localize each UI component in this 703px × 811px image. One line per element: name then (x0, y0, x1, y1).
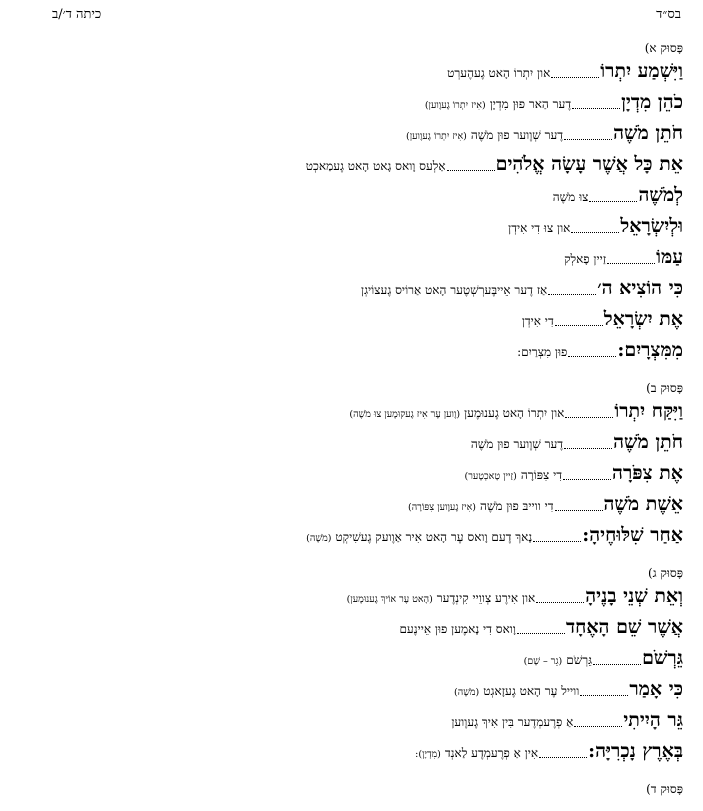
verse-label: פָּסוּק א) (644, 41, 683, 55)
yiddish-translation: דִי ווייבּ פוּן מֹשֶׁה (479, 499, 554, 513)
hebrew-phrase: חֹתֵן מֹשֶׁה (613, 431, 683, 453)
translation-note: (הָאט עֶר אוֹיךְ גֶענוּמֶען) (346, 594, 433, 605)
yiddish-translation: פוּן מִצְרַיִם: (517, 345, 568, 359)
translation-row (20, 118, 683, 149)
translation-row (20, 427, 683, 458)
dotted-leader (564, 447, 612, 449)
dotted-leader (574, 725, 622, 727)
translation-row (20, 211, 683, 242)
translation-note: (אִיז גֶעוֶוען צִפּוֹרָה) (408, 502, 476, 513)
dotted-leader (517, 632, 565, 634)
hebrew-phrase: גֵּר הָיִיתִי (623, 709, 683, 731)
yiddish-translation: דֶער שְׁוֶוער פוּן מֹשֶׁה (470, 437, 564, 451)
translation-row (20, 335, 683, 366)
hebrew-phrase: עַמּוֹ (656, 246, 683, 268)
translation-note: (וֶוען עֶר אִיז גֶעקוּמֶען צוּ מֹשֶׁה) (349, 409, 461, 420)
hebrew-phrase: אֶת צִפֹּרָה (612, 462, 683, 484)
translation-row (20, 520, 683, 551)
yiddish-translation: אִין אַ פְרֶעמְדֶע לַאנְד (444, 746, 539, 760)
yiddish-translation: גֵּרְשֹׁם (566, 653, 593, 667)
dotted-leader (568, 355, 616, 357)
translation-row (20, 736, 683, 767)
dotted-leader (580, 694, 628, 696)
dotted-leader (555, 324, 603, 326)
dotted-leader (572, 107, 620, 109)
translation-row (20, 87, 683, 118)
hebrew-phrase: אֵת כָּל אֲשֶׁר עָשָׂה אֱלֹהִים (495, 153, 683, 175)
translation-note: (אִיז יִתְרוֹ גֶעוֶוען) (406, 131, 467, 142)
hebrew-phrase: כִּי הוֹצִיא ה׳ (597, 277, 683, 299)
translation-note: (מֹשֶׁה) (306, 533, 332, 544)
verse-block (20, 380, 683, 551)
yiddish-translation: וָואס דִי נָאמֶען פוּן אֵיינֶעם (399, 622, 516, 636)
yiddish-translation: צוּ מֹשֶׁה (552, 190, 589, 204)
cut-off-line (0, 0, 703, 10)
translation-row (20, 180, 683, 211)
translation-row (20, 396, 683, 427)
yiddish-translation: און צוּ דִי אִידְן (508, 221, 571, 235)
dotted-leader (589, 200, 637, 202)
header-class-label: כיתה ד׳/ב (52, 7, 102, 22)
dotted-leader (539, 756, 587, 758)
hebrew-phrase: וַיִּקַּח יִתְרוֹ (614, 400, 683, 422)
translation-row (20, 581, 683, 612)
dotted-leader (564, 138, 612, 140)
dotted-leader (563, 478, 611, 480)
dotted-leader (536, 601, 584, 603)
dotted-leader (551, 76, 599, 78)
yiddish-translation: דֶער שְׁוֶוער פוּן מֹשֶׁה (470, 128, 564, 142)
translation-row (20, 489, 683, 520)
translation-row (20, 674, 683, 705)
translation-page (20, 40, 683, 811)
dotted-leader (571, 231, 619, 233)
translation-note: (אִיז יִתְרוֹ גֶעוֶוען) (424, 100, 486, 111)
hebrew-phrase: וּלְיִשְׂרָאֵל (620, 215, 683, 237)
translation-row (20, 705, 683, 736)
translation-row (20, 242, 683, 273)
verse-label: פָּסוּק ד) (646, 782, 683, 796)
yiddish-translation: אַ פְרֶעמְדֶער בִּין אִיךְ גֶעוֶוען (451, 715, 574, 729)
yiddish-translation: נָאךְ דֶעם וָואס עֶר הָאט אִיר אַוֶועק גֶעשִׁיקְט (335, 530, 533, 544)
hebrew-phrase: אַחַר שִׁלּוּחֶיהָ: (582, 524, 683, 546)
yiddish-translation: און יִתְרוֹ הָאט גֶעהֶערְט (447, 66, 551, 80)
hebrew-phrase: גֵּרְשֹׁם (642, 647, 683, 669)
yiddish-translation: און אִירֶע צְווֵיי קִינְדֶער (436, 591, 536, 605)
yiddish-translation: ווייל עֶר הָאט גֶעזָאגְט (483, 684, 580, 698)
translation-note: (מֹשֶׁה) (454, 687, 480, 698)
translation-row (20, 56, 683, 87)
hebrew-phrase: אֶת יִשְׂרָאֵל (603, 308, 683, 330)
yiddish-translation: און יִתְרוֹ הָאט גֶענוּמֶען (464, 406, 565, 420)
translation-row (20, 273, 683, 304)
dotted-leader (548, 293, 596, 295)
translation-note: (גֵר – שָׁם) (523, 656, 563, 667)
yiddish-translation: זַיין פָאלְק (564, 252, 607, 266)
dotted-leader (447, 169, 495, 171)
hebrew-phrase: לְמֹשֶׁה (638, 184, 683, 206)
yiddish-translation: דִי אִידְן (521, 314, 554, 328)
dotted-leader (565, 416, 613, 418)
verse-label: פָּסוּק ב) (646, 381, 683, 395)
yiddish-translation: דֶער הַאר פוּן מִדְיָן (489, 97, 572, 111)
translation-note: (מִדְיָן): (415, 749, 441, 760)
translation-row (20, 304, 683, 335)
hebrew-phrase: מִמִּצְרָיִם: (617, 339, 683, 361)
yiddish-translation: דִי צִפּוֹרָה (520, 468, 563, 482)
translation-row (20, 458, 683, 489)
translation-row (20, 643, 683, 674)
hebrew-phrase: אֲשֶׁר שֵׁם הָאֶחָד (565, 616, 683, 638)
dotted-leader (593, 663, 641, 665)
hebrew-phrase: כֹהֵן מִדְיָן (621, 91, 683, 113)
header-bsd-label: בס״ד (656, 7, 681, 22)
dotted-leader (555, 509, 603, 511)
hebrew-phrase: וְאֵת שְׁנֵי בָנֶיהָ (585, 585, 683, 607)
hebrew-phrase: כִּי אָמַר (629, 678, 683, 700)
verse-block (20, 565, 683, 767)
verse-block (20, 781, 683, 797)
dotted-leader (533, 540, 581, 542)
translation-row (20, 149, 683, 180)
hebrew-phrase: בְּאֶרֶץ נָכְרִיָּה: (588, 740, 683, 762)
hebrew-phrase: וַיִּשְׁמַע יִתְרוֹ (600, 60, 683, 82)
hebrew-phrase: אֵשֶׁת מֹשֶׁה (603, 493, 683, 515)
dotted-leader (607, 262, 655, 264)
hebrew-phrase: חֹתֵן מֹשֶׁה (613, 122, 683, 144)
yiddish-translation: אַלְעס וָואס גָאט הָאט גֶעמַאכְט (305, 159, 446, 173)
yiddish-translation: אַז דֶער אֵייבֶּערְשְׁטֶער הָאט אַרוֹיס גֶעצוֹיגְן (361, 283, 548, 297)
verse-label: פָּסוּק ג) (647, 566, 683, 580)
verse-block (20, 40, 683, 366)
translation-note: (זַיין טָאכְטֶער) (464, 471, 517, 482)
translation-row (20, 612, 683, 643)
